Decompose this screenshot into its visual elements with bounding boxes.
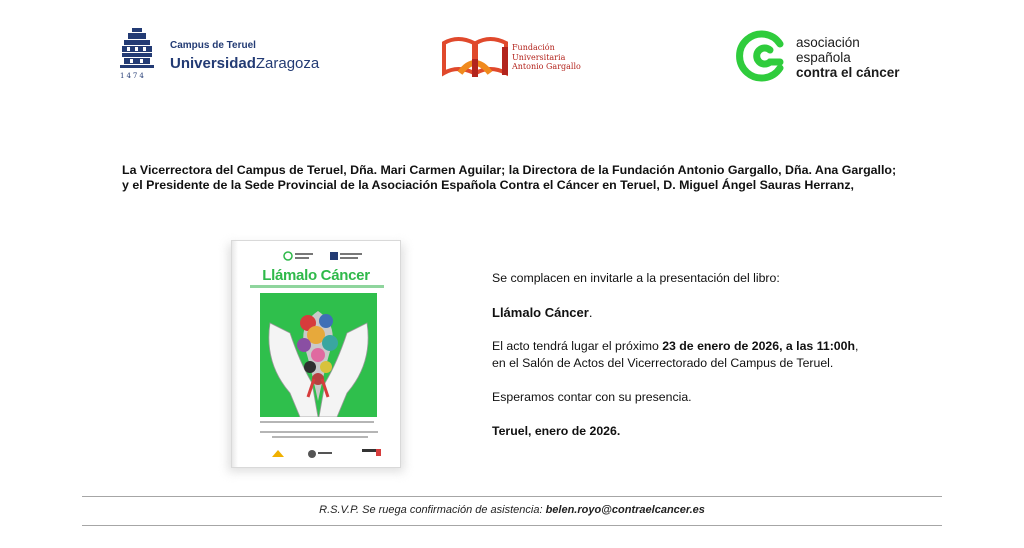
footer-rule-top	[82, 496, 942, 497]
book-cover-title: Llámalo Cáncer	[262, 267, 370, 284]
universidad-zaragoza-logo	[118, 28, 318, 84]
fundacion-gargallo-logo	[440, 33, 600, 83]
aecc-c-icon	[736, 30, 788, 82]
closing-line: Esperamos contar con su presencia.	[492, 390, 692, 404]
book-cover-subtitle-bar	[250, 285, 384, 288]
cover-bottom-logos	[270, 447, 382, 461]
footer-rule-bottom	[82, 525, 942, 526]
event-details: El acto tendrá lugar el próximo 23 de enero de 2026, a las 11:00h,	[492, 339, 859, 353]
cover-hands-illustration	[260, 293, 377, 417]
aecc-name: asociación española contra el cáncer	[796, 35, 900, 80]
rsvp-email[interactable]: belen.royo@contraelcancer.es	[545, 504, 705, 516]
intro-paragraph	[122, 163, 922, 193]
cover-credit-line	[260, 421, 374, 423]
book-title: Llámalo Cáncer.	[492, 305, 593, 320]
aecc-logo	[736, 30, 916, 86]
event-venue: en el Salón de Actos del Vicerrectorado del Campus de Teruel.	[492, 356, 834, 370]
cover-credit-line	[260, 431, 378, 433]
university-year: 1474	[120, 72, 146, 80]
rsvp-line: R.S.V.P. Se ruega confirmación de asistencia: belen.royo@contraelcancer.es	[319, 504, 705, 516]
intro-line-2: y el Presidente de la Sede Provincial de la Asociación Española Contra el Cáncer en Teruel, D. Miguel Ángel Sauras Herranz,	[122, 178, 854, 192]
campus-label: Campus de Teruel	[170, 40, 256, 51]
open-book-icon	[440, 33, 510, 79]
invitation-line: Se complacen en invitarle a la presentación del libro:	[492, 271, 780, 285]
place-date: Teruel, enero de 2026.	[492, 424, 621, 438]
intro-line-1: La Vicerrectora del Campus de Teruel, Dña. Mari Carmen Aguilar; la Directora de la Fundación Antonio Gargallo, Dña. Ana Gargallo;	[122, 163, 897, 177]
fundacion-name: Fundación Universitaria Antonio Gargallo	[512, 43, 581, 71]
cover-credit-line	[272, 436, 368, 438]
university-name: UniversidadZaragoza	[170, 55, 320, 72]
book-cover	[231, 240, 401, 468]
cover-top-logos	[280, 250, 370, 262]
